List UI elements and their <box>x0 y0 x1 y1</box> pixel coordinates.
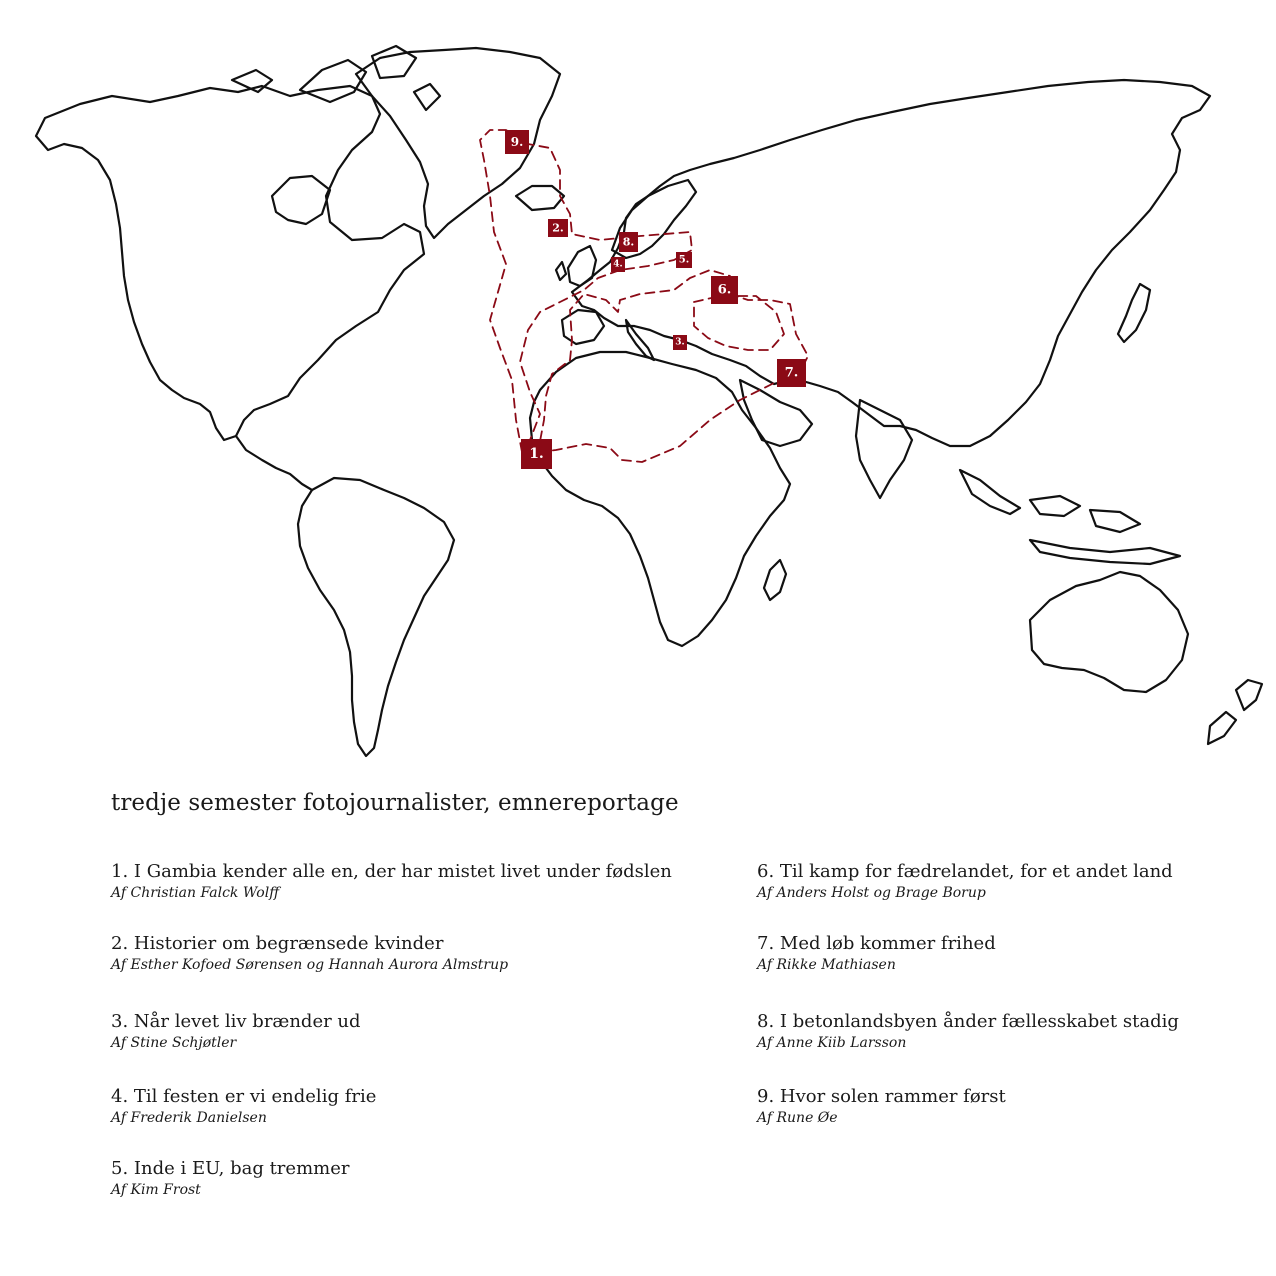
svg-text:8.: 8. <box>622 235 635 249</box>
story-byline: Af Rikke Mathiasen <box>757 957 896 973</box>
story-heading: 9. Hvor solen rammer først <box>757 1086 1006 1107</box>
story-byline: Af Anders Holst og Brage Borup <box>757 885 986 901</box>
route-black-sea-loop <box>694 296 784 350</box>
story-byline: Af Esther Kofoed Sørensen og Hannah Aurora Almstrup <box>111 957 509 973</box>
svg-text:9.: 9. <box>510 135 524 149</box>
marker-3[interactable] <box>673 335 687 350</box>
story-heading: 4. Til festen er vi endelig frie <box>111 1086 377 1107</box>
story-4[interactable] <box>111 1086 376 1128</box>
svg-text:3.: 3. <box>675 337 685 348</box>
marker-9[interactable] <box>505 130 529 154</box>
japan-outline <box>1118 284 1150 342</box>
svg-text:7.: 7. <box>784 365 799 381</box>
southeast-asia-outline <box>960 470 1180 564</box>
marker-7[interactable] <box>777 359 806 387</box>
svg-text:2.: 2. <box>552 221 564 235</box>
story-heading: 7. Med løb kommer frihed <box>757 933 996 954</box>
story-byline: Af Kim Frost <box>111 1182 201 1198</box>
marker-1[interactable] <box>521 439 552 469</box>
marker-5[interactable] <box>676 252 692 268</box>
story-8[interactable] <box>757 1011 1179 1053</box>
story-heading: 2. Historier om begrænsede kvinder <box>111 933 444 954</box>
marker-4[interactable] <box>611 257 625 272</box>
story-heading: 8. I betonlandsbyen ånder fællesskabet stadig <box>757 1011 1179 1032</box>
story-heading: 5. Inde i EU, bag tremmer <box>111 1158 350 1179</box>
story-heading: 6. Til kamp for fædrelandet, for et andet land <box>757 861 1173 882</box>
story-byline: Af Anne Kiib Larsson <box>757 1035 907 1051</box>
route-africa-loop <box>538 270 808 462</box>
story-byline: Af Rune Øe <box>757 1110 838 1126</box>
iceland-outline <box>516 186 564 210</box>
story-7[interactable] <box>757 933 996 975</box>
svg-text:1.: 1. <box>529 446 544 462</box>
arabia-outline <box>740 380 812 446</box>
madagascar-outline <box>764 560 786 600</box>
story-byline: Af Stine Schjøtler <box>111 1035 237 1051</box>
story-heading: 3. Når levet liv brænder ud <box>111 1011 361 1032</box>
british-isles-outline <box>556 246 596 286</box>
australia-outline <box>1030 572 1188 692</box>
arctic-islands-outline <box>232 46 440 110</box>
story-2[interactable] <box>111 933 508 975</box>
story-byline: Af Frederik Danielsen <box>111 1110 267 1126</box>
marker-2[interactable] <box>548 219 568 237</box>
hudson-bay-outline <box>272 176 330 224</box>
marker-6[interactable] <box>711 276 738 304</box>
story-3[interactable] <box>111 1011 361 1053</box>
new-zealand-outline <box>1208 680 1262 744</box>
story-9[interactable] <box>757 1086 1006 1128</box>
story-byline: Af Christian Falck Wolff <box>111 885 280 901</box>
svg-text:5.: 5. <box>678 254 690 266</box>
story-heading: 1. I Gambia kender alle en, der har mistet livet under fødslen <box>111 861 672 882</box>
north-america-outline <box>36 86 424 440</box>
south-america-outline <box>298 478 454 756</box>
story-1[interactable] <box>111 861 672 903</box>
svg-text:6.: 6. <box>717 282 732 298</box>
india-outline <box>856 400 912 498</box>
story-6[interactable] <box>757 861 1173 903</box>
svg-text:4.: 4. <box>613 259 623 270</box>
page-title: tredje semester fotojournalister, emnereportage <box>111 790 679 816</box>
story-5[interactable] <box>111 1158 349 1200</box>
eurasia-outline <box>572 80 1210 446</box>
marker-8[interactable] <box>619 232 638 252</box>
central-america-outline <box>236 436 312 490</box>
africa-outline <box>530 352 790 646</box>
